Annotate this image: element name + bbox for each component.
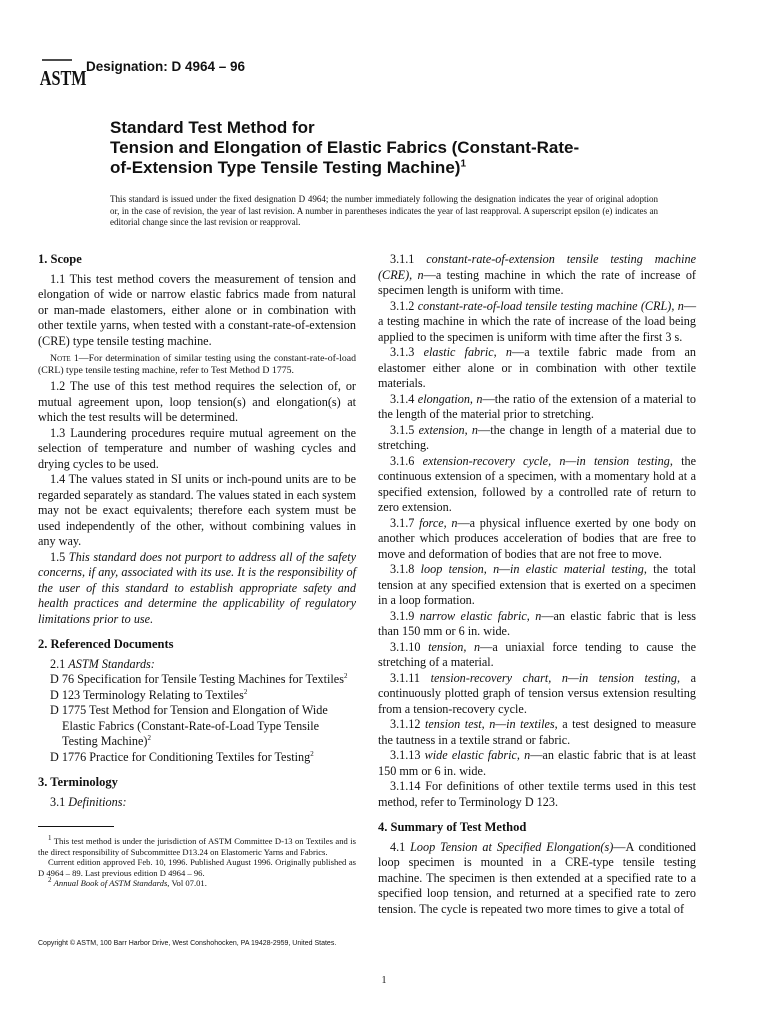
copyright-notice: Copyright © ASTM, 100 Barr Harbor Drive, West Conshohocken, PA 19428-2959, United States. xyxy=(38,940,337,947)
scope-1-3: 1.3 Laundering procedures require mutual agreement on the selection of temperature and number of washing cycles and drying cycles to be used. xyxy=(38,425,356,471)
scope-1-4: 1.4 The values stated in SI units or inch-pound units are to be regarded separately as standard. The values stated in each system may not be exact equivalents; therefore each system must be used independently of the other, without combining values in any way. xyxy=(38,472,356,548)
scope-1-1: 1.1 This test method covers the measurement of tension and elongation of wide or narrow elastic fabrics made from natural or man-made elastomers, either alone or in combination with other textile yarns, when tested with a constant-rate-of-extension (CRE) type tensile testing machine. xyxy=(38,271,356,348)
astm-standards-subheading: 2.1 ASTM Standards: xyxy=(50,656,155,671)
svg-text:ASTM: ASTM xyxy=(39,67,87,91)
scope-1-2: 1.2 The use of this test method requires the selection of, or mutual agreement upon, loop tension(s) and elongation(s) at which the test results will be determined. xyxy=(38,379,356,424)
terminology-heading: 3. Terminology xyxy=(38,775,118,789)
footnotes xyxy=(38,836,356,889)
definition-item: 3.1.7 force, n—a physical influence exerted by one body on another which produces acceleration of bodies that are free to move and deformation of bodies that are not free to move. xyxy=(378,515,697,561)
definition-item: 3.1.11 tension-recovery chart, n—in tension testing, a continuously plotted graph of tension versus extension resulting from a tension-recovery cycle. xyxy=(378,670,697,716)
definition-item: 3.1.4 elongation, n—the ratio of the extension of a material to the length of the material prior to stretching. xyxy=(378,391,696,421)
definition-item: 3.1.1 constant-rate-of-extension tensile testing machine (CRE), n—a testing machine in which the rate of increase of specimen length is uniform with time. xyxy=(378,252,696,297)
summary-4-1: 4.1 Loop Tension at Specified Elongation(s)—A conditioned loop specimen is mounted in a CRE-type tensile testing machine. The specimen is then extended at a specified rate to a specified loop tension, and returned at a specified rate to zero tension. The cycle is repeated two more times to give a total of xyxy=(378,839,697,916)
definition-item: 3.1.5 extension, n—the change in length of a material due to stretching. xyxy=(378,422,697,452)
reference-item: D 1775 Test Method for Tension and Elongation of Wide Elastic Fabrics (Constant-Rate-of-Load Type Tensile Testing Machine)$^2$ xyxy=(50,703,328,748)
title-line-2: Tension and Elongation of Elastic Fabrics (Constant-Rate- xyxy=(110,138,580,157)
definition-item: 3.1.13 wide elastic fabric, n—an elastic fabric that is at least 150 mm or 6 in. wide. xyxy=(378,748,696,778)
title-footnote-mark: 1 xyxy=(460,158,466,170)
scope-1-5: 1.5 This standard does not purport to address all of the safety concerns, if any, associated with its use. It is the responsibility of the user of this standard to establish appropriate safety and health practices and determine the applicability of regulatory limitations prior to use. xyxy=(38,549,356,626)
definition-item: 3.1.6 extension-recovery cycle, n—in tension testing, the continuous extension of a specimen, with a momentary hold at a specified extension, followed by a controlled rate of return to zero extension. xyxy=(378,453,697,514)
document-title xyxy=(110,118,670,178)
reference-item: D 1776 Practice for Conditioning Textiles for Testing$^2$ xyxy=(50,749,314,764)
scope-heading: 1. Scope xyxy=(38,252,82,266)
right-column xyxy=(378,252,696,917)
definition-item: 3.1.10 tension, n—a uniaxial force tending to cause the stretching of a material. xyxy=(378,639,696,669)
definition-item: 3.1.8 loop tension, n—in elastic material testing, the total tension at any specified extension that is exerted on a specimen in a loop formation. xyxy=(378,562,696,607)
astm-logo-icon xyxy=(38,54,87,91)
definition-item: 3.1.9 narrow elastic fabric, n—an elastic fabric that is less than 150 mm or 6 in. wide. xyxy=(378,608,697,638)
designation: Designation: D 4964 – 96 xyxy=(86,59,246,74)
title-line-1: Standard Test Method for xyxy=(110,118,315,137)
definition-3-1-14: 3.1.14 For definitions of other textile terms used in this test method, refer to Terminology D 123. xyxy=(378,779,696,809)
definitions-subheading: 3.1 Definitions: xyxy=(50,794,127,809)
footnote-1-edition: Current edition approved Feb. 10, 1996. Published August 1996. Originally published as D 4964 – 89. Last previous edition D 4964 – 96. xyxy=(38,857,356,878)
reference-item: D 76 Specification for Tensile Testing Machines for Textiles$^2$ xyxy=(50,671,348,686)
definition-item: 3.1.12 tension test, n—in textiles, a test designed to measure the tautness in a textile strand or fabric. xyxy=(378,717,696,747)
issued-statement: This standard is issued under the fixed designation D 4964; the number immediately following the designation indicates the year of original adoption or, in the case of revision, the year of last revision. A number in parentheses indicates the year of last reapproval. A superscript epsilon (e) indicates an editorial change since the last revision or reapproval. xyxy=(110,194,658,227)
scope-note-1: Note 1—For determination of similar testing using the constant-rate-of-load (CRL) type tensile testing machine, refer to Test Method D 1775. xyxy=(38,353,356,376)
footnote-2: $^2$ Annual Book of ASTM Standards, Vol 07.01. xyxy=(48,876,207,888)
footnote-1: $^1$ This test method is under the jurisdiction of ASTM Committee D-13 on Textiles and is the direct responsibility of Subcommittee D13.24 on Elastomeric Yarns and Fabrics. xyxy=(38,834,356,857)
footnote-divider xyxy=(38,826,114,827)
reference-item: D 123 Terminology Relating to Textiles$^2$ xyxy=(50,687,248,702)
left-column xyxy=(38,252,356,810)
definition-item: 3.1.3 elastic fabric, n—a textile fabric made from an elastomer either alone or in combination with other textile materials. xyxy=(378,345,696,390)
definition-item: 3.1.2 constant-rate-of-load tensile testing machine (CRL), n—a testing machine in which the rate of increase of the load being applied to the specimen is uniform with time after the first 3 s. xyxy=(378,298,696,344)
title-line-3: of-Extension Type Tensile Testing Machine)$^1$ xyxy=(110,158,466,177)
page-number: 1 xyxy=(381,975,387,986)
referenced-heading: 2. Referenced Documents xyxy=(38,637,174,651)
summary-heading: 4. Summary of Test Method xyxy=(378,820,527,834)
